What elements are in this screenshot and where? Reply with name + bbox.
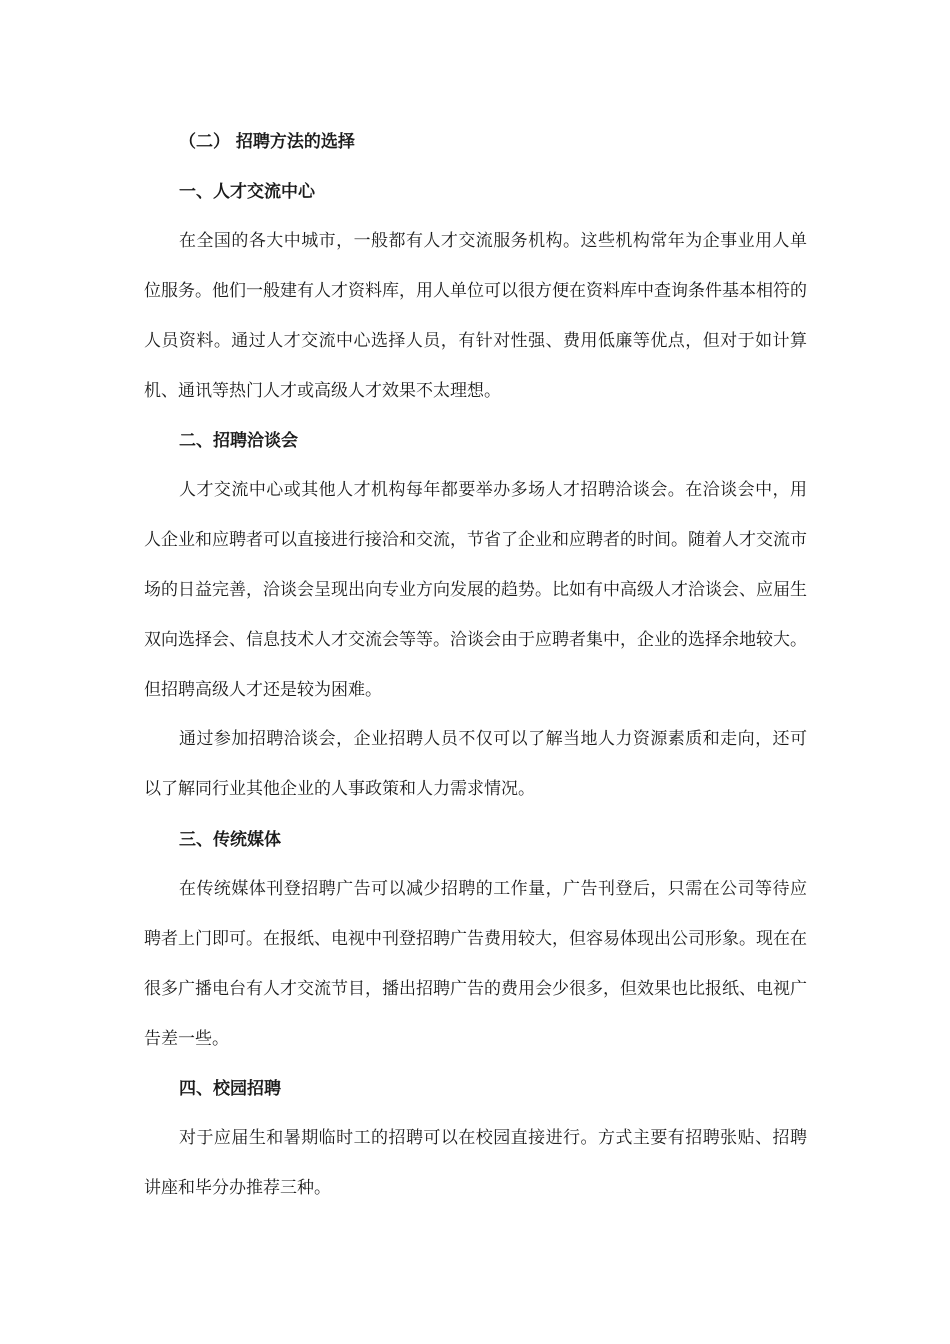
- heading-job-fair: 二、招聘洽谈会: [179, 431, 298, 451]
- heading-talent-exchange-center: 一、人才交流中心: [179, 182, 315, 202]
- paragraph-talent-exchange-center: 在全国的各大中城市，一般都有人才交流服务机构。这些机构常年为企事业用人单位服务。他们一般建有人才资料库，用人单位可以很方便在资料库中查询条件基本相符的人员资料。通过人才交流中心选择人员，有针对性强、费用低廉等优点，但对于如计算机、通讯等热门人才或高级人才效果不太理想。: [144, 231, 807, 401]
- paragraph-traditional-media: 在传统媒体刊登招聘广告可以减少招聘的工作量，广告刊登后，只需在公司等待应聘者上门即可。在报纸、电视中刊登招聘广告费用较大，但容易体现出公司形象。现在在很多广播电台有人才交流节目，播出招聘广告的费用会少很多，但效果也比报纸、电视广告差一些。: [144, 879, 807, 1049]
- heading-traditional-media: 三、传统媒体: [179, 830, 281, 850]
- paragraph-job-fair-1: 人才交流中心或其他人才机构每年都要举办多场人才招聘洽谈会。在洽谈会中，用人企业和应聘者可以直接进行接洽和交流，节省了企业和应聘者的时间。随着人才交流市场的日益完善，洽谈会呈现出向专业方向发展的趋势。比如有中高级人才洽谈会、应届生双向选择会、信息技术人才交流会等等。洽谈会由于应聘者集中，企业的选择余地较大。但招聘高级人才还是较为困难。: [144, 480, 807, 700]
- paragraph-campus-recruitment: 对于应届生和暑期临时工的招聘可以在校园直接进行。方式主要有招聘张贴、招聘讲座和毕分办推荐三种。: [144, 1128, 807, 1198]
- paragraph-job-fair-2: 通过参加招聘洽谈会，企业招聘人员不仅可以了解当地人力资源素质和走向，还可以了解同行业其他企业的人事政策和人力需求情况。: [144, 729, 807, 799]
- section-title: （二） 招聘方法的选择: [179, 132, 355, 152]
- heading-campus-recruitment: 四、校园招聘: [179, 1079, 281, 1099]
